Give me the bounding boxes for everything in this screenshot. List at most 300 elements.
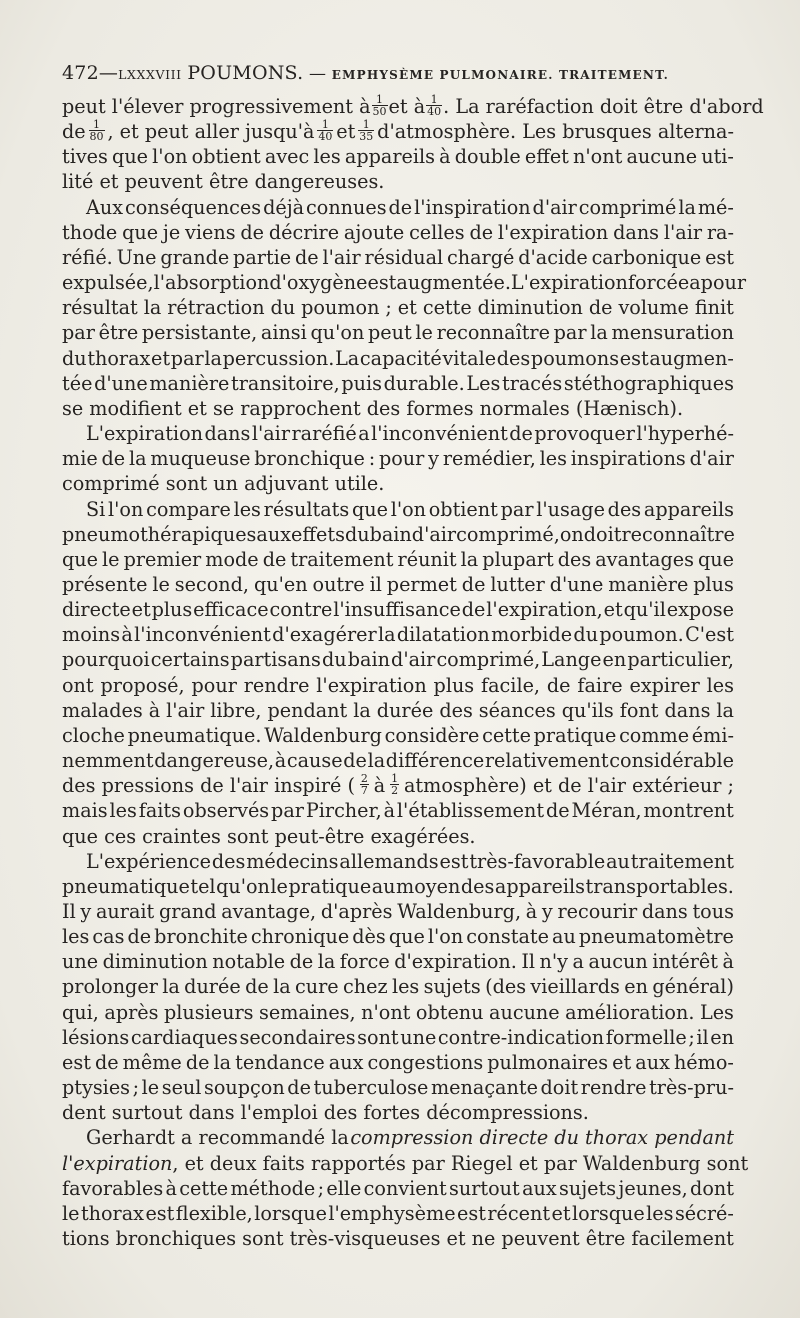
word: moins	[62, 623, 121, 647]
word: secondaires	[239, 1025, 356, 1049]
word: du	[270, 296, 296, 320]
word: à	[274, 749, 287, 773]
word: bain	[369, 522, 412, 546]
chapter-number: LXXXVIII	[118, 67, 182, 82]
word: la	[590, 321, 608, 345]
text-line: se modifient et se rapprochent des formes normales (Hænisch).	[62, 396, 684, 420]
word: tous	[692, 900, 734, 923]
word: puis	[341, 371, 382, 395]
word: et	[446, 1227, 466, 1251]
word: de	[94, 1050, 119, 1074]
word: une	[400, 1025, 437, 1049]
word: les	[313, 145, 341, 169]
word: pour	[378, 447, 425, 471]
word: de	[245, 975, 269, 999]
word: celles	[409, 220, 465, 244]
word: lutter	[490, 572, 545, 596]
word: émi-	[691, 723, 734, 747]
word: aux	[522, 1176, 557, 1200]
word: provoquer	[534, 422, 635, 446]
word: aux	[328, 1050, 364, 1074]
word: lorsque	[254, 1201, 327, 1225]
word: notable	[212, 950, 286, 974]
italic-phrase: l'expiration	[62, 1151, 173, 1175]
text-line	[62, 1201, 734, 1226]
word: pratique	[533, 723, 617, 747]
word: flexible,	[175, 1201, 253, 1225]
word: expose	[666, 598, 734, 622]
word: d'une	[94, 371, 148, 395]
word: dont	[690, 1176, 734, 1200]
word: pour	[191, 673, 237, 697]
page-number: 472—	[62, 62, 119, 84]
word: ne	[471, 1227, 496, 1251]
word: tives	[62, 145, 108, 169]
word: est	[457, 1201, 486, 1225]
word: surtout	[449, 1176, 520, 1200]
text-line	[62, 421, 734, 446]
word: facilement	[631, 1227, 734, 1251]
word: la	[213, 1050, 232, 1074]
word: le	[141, 1076, 160, 1100]
text-segment: atmosphère) et de l'air extérieur ;	[403, 774, 734, 798]
word: de	[185, 1050, 210, 1074]
word: Les	[466, 371, 501, 395]
word: après	[104, 1000, 159, 1024]
word: d'expiration.	[394, 950, 517, 974]
word: la	[367, 749, 386, 773]
word: manière	[149, 371, 230, 395]
word: cure	[295, 975, 339, 999]
word: poumons	[530, 346, 620, 370]
text-line	[62, 119, 734, 144]
word: qu'il	[623, 598, 666, 622]
word: d'air	[532, 195, 577, 219]
word: transitoire,	[231, 371, 340, 395]
word: pneumothérapiques	[62, 522, 257, 546]
word: permet	[386, 572, 457, 596]
text-line	[62, 446, 734, 471]
word: l'air	[166, 698, 205, 722]
text-line	[62, 572, 734, 597]
word: poumon.	[599, 623, 684, 647]
word: morbide	[491, 623, 573, 647]
word: d'acide	[518, 245, 588, 269]
header-dash: —	[308, 64, 327, 84]
word: des	[557, 547, 592, 571]
word: congestions	[367, 1050, 484, 1074]
word: Pircher,	[305, 799, 382, 823]
word: proposé,	[100, 673, 185, 697]
word: je	[162, 220, 181, 244]
word: aux	[635, 1050, 670, 1074]
word: que	[122, 220, 159, 244]
word: poumon	[301, 296, 380, 320]
word: décrire	[268, 220, 340, 244]
word: ;	[385, 296, 392, 320]
word: à	[121, 623, 133, 647]
text-line	[62, 924, 734, 949]
word: expirer	[629, 673, 700, 697]
word: aux	[256, 522, 292, 546]
word: Waldenburg,	[397, 900, 522, 923]
word: l'inspiration	[414, 195, 531, 219]
word: de	[101, 447, 126, 471]
word: aucune	[626, 145, 698, 169]
word: l'inconvénient	[371, 422, 508, 446]
word: aucun	[588, 950, 648, 974]
word: est	[145, 1201, 175, 1225]
text-line	[62, 698, 734, 723]
word: et	[603, 598, 623, 622]
word: l'air	[663, 220, 703, 244]
text-line	[62, 798, 734, 823]
word: capacité	[359, 346, 442, 370]
word: compare	[146, 497, 231, 521]
word: la	[204, 346, 222, 370]
word: avec	[264, 145, 310, 169]
fraction: $\frac{1}{2}$	[391, 772, 399, 798]
word: de	[294, 245, 319, 269]
word: L'expiration	[86, 422, 203, 446]
text-line	[62, 1125, 734, 1150]
word: considérable	[609, 749, 734, 773]
word: mais	[62, 799, 108, 823]
word: être	[98, 321, 139, 345]
word: uti-	[701, 145, 734, 169]
word: considère	[384, 723, 480, 747]
word: de	[588, 296, 613, 320]
text-line	[62, 144, 734, 169]
word: font	[619, 698, 659, 722]
word: qui,	[62, 1000, 99, 1024]
word: d'air	[411, 522, 457, 546]
word: n'y	[539, 950, 569, 974]
word: Il	[521, 950, 536, 974]
word: a	[689, 271, 701, 295]
word: par	[553, 321, 587, 345]
word: cette	[422, 296, 472, 320]
word: rétraction	[167, 296, 265, 320]
word: obtient	[191, 145, 261, 169]
word: percussion.	[222, 346, 335, 370]
text-line	[62, 597, 734, 622]
word: lorsque	[572, 1201, 645, 1225]
word: durée	[376, 698, 434, 722]
word: bronchite	[154, 925, 248, 949]
word: nemment	[62, 749, 154, 773]
text-line	[62, 974, 734, 999]
text-line	[62, 1151, 749, 1176]
word: amélioration.	[565, 1000, 695, 1024]
word: augmentée.	[396, 271, 511, 295]
word: malades	[62, 698, 143, 722]
word: appareils	[643, 497, 734, 521]
word: l'expiration	[316, 673, 427, 697]
text-line	[62, 270, 747, 295]
word: ;	[688, 1025, 695, 1049]
word: rendre	[580, 1076, 647, 1100]
word: résultat	[62, 296, 138, 320]
word: conséquences	[124, 195, 262, 219]
word: et	[551, 1201, 571, 1225]
word: au	[552, 925, 576, 949]
text-line	[62, 1226, 734, 1251]
word: Méran,	[571, 799, 642, 823]
fraction: $\frac{1}{35}$	[359, 118, 374, 144]
word: sont	[242, 1227, 284, 1251]
text-segment: , et deux faits rapportés par Riegel et par Waldenburg sont	[172, 1151, 749, 1175]
text-line	[62, 547, 734, 572]
word: Si	[86, 497, 106, 521]
word: muqueuse	[150, 447, 251, 471]
word: directe	[62, 598, 131, 622]
word: ajoute	[343, 220, 405, 244]
word: cardiaques	[130, 1025, 238, 1049]
text-segment: , et peut aller jusqu'à	[107, 120, 315, 144]
word: mensuration	[611, 321, 734, 345]
word: peuvent	[501, 1227, 580, 1251]
word: cause	[286, 749, 343, 773]
text-line	[62, 647, 734, 672]
word: elle	[326, 1176, 362, 1200]
word: différence	[385, 749, 485, 773]
word: au	[606, 849, 630, 873]
word: dès	[352, 925, 386, 949]
word: ptysies	[62, 1076, 131, 1100]
word: rendre	[243, 673, 310, 697]
word: être	[585, 1227, 626, 1251]
word: la	[273, 975, 291, 999]
word: méthode	[230, 1176, 316, 1200]
word: contre-indication	[437, 1025, 605, 1049]
word: forcée	[627, 271, 690, 295]
word: résidual	[364, 245, 444, 269]
word: seul	[161, 1076, 202, 1100]
word: faire	[577, 673, 623, 697]
word: augmen-	[649, 346, 734, 370]
word: dans	[613, 220, 660, 244]
word: grand	[158, 900, 217, 923]
text-line	[62, 748, 734, 773]
text-line: comprimé sont un adjuvant utile.	[62, 472, 385, 496]
word: cette	[482, 723, 531, 747]
word: de	[262, 547, 287, 571]
word: l'absorption	[153, 271, 270, 295]
word: et	[612, 1050, 632, 1074]
word: la	[143, 296, 162, 320]
text-segment: des pressions de l'air inspiré (	[62, 774, 355, 798]
word: de	[545, 799, 570, 823]
word: pour	[700, 271, 747, 295]
text-line	[62, 346, 734, 371]
word: Aux	[86, 195, 124, 219]
word: sujets	[423, 975, 481, 999]
word: plus	[433, 673, 475, 697]
word: plusieurs	[164, 1000, 254, 1024]
header-subtitle: EMPHYSÈME PULMONAIRE. TRAITEMENT.	[331, 68, 670, 82]
text-line	[62, 1050, 734, 1075]
word: cas	[92, 925, 125, 949]
word: des	[439, 698, 473, 722]
word: viens	[185, 220, 236, 244]
word: du	[62, 346, 87, 370]
word: de	[461, 598, 486, 622]
word: de	[461, 572, 486, 596]
word: premier	[123, 547, 202, 571]
word: au	[371, 874, 396, 898]
word: résultats	[263, 497, 350, 521]
word: des	[607, 497, 642, 521]
word: par	[170, 346, 204, 370]
word: observés	[182, 799, 270, 823]
word: partie	[233, 245, 292, 269]
word: le	[152, 572, 170, 596]
word: et	[131, 598, 151, 622]
text-line	[62, 949, 734, 974]
word: très-pru-	[649, 1076, 734, 1100]
word: contre	[269, 598, 333, 622]
word: particulier,	[627, 648, 734, 672]
word: comprimé,	[436, 648, 541, 672]
word: d'exagérer	[272, 623, 377, 647]
word: par	[500, 497, 534, 521]
word: d'une	[549, 572, 604, 596]
word: qu'on	[216, 874, 270, 898]
word: l'air	[251, 422, 290, 446]
word: que	[62, 547, 98, 571]
word: bronchique	[254, 447, 365, 471]
text-line: lité et peuvent être dangereuses.	[62, 170, 385, 194]
word: d'oxygène	[269, 271, 368, 295]
word: à	[383, 799, 396, 823]
word: tuberculose	[313, 1076, 429, 1100]
word: l'on	[108, 497, 144, 521]
word: est	[705, 245, 734, 269]
word: le	[102, 547, 120, 571]
word: ;	[317, 1176, 325, 1200]
text-line: que ces craintes sont peut-être exagérées.	[62, 824, 476, 848]
word: de	[509, 422, 533, 446]
word: plus	[693, 572, 734, 596]
word: soupçon	[204, 1076, 285, 1100]
word: cloche	[62, 723, 125, 747]
word: y	[428, 447, 439, 471]
word: ra-	[706, 220, 734, 244]
word: l'expiration	[497, 220, 609, 244]
word: la	[162, 975, 180, 999]
word: vieillards	[530, 975, 620, 999]
word: les	[233, 497, 261, 521]
word: comme	[619, 723, 690, 747]
word: a	[358, 422, 370, 446]
word: même	[122, 1050, 182, 1074]
word: de	[240, 220, 265, 244]
word: très-visqueuses	[289, 1227, 441, 1251]
word: efficace	[193, 598, 269, 622]
word: n'ont	[573, 145, 623, 169]
word: convient	[363, 1176, 447, 1200]
word: et	[151, 346, 171, 370]
word: de	[546, 673, 571, 697]
word: que	[112, 145, 149, 169]
word: moyen	[396, 874, 461, 898]
text-line	[62, 245, 734, 270]
word: d'air	[689, 447, 734, 471]
word: pneumatique.	[127, 723, 262, 747]
word: hémo-	[673, 1050, 734, 1074]
word: Une	[116, 245, 157, 269]
word: relativement	[484, 749, 609, 773]
text-line	[62, 1075, 734, 1100]
word: du	[321, 648, 347, 672]
word: facile,	[481, 673, 541, 697]
text-line	[62, 622, 734, 647]
header-title: POUMONS.	[187, 62, 304, 84]
word: que	[697, 547, 734, 571]
word: l'usage	[536, 497, 605, 521]
word: qu'ils	[561, 698, 614, 722]
word: volume	[618, 296, 689, 320]
word: l'air	[322, 245, 361, 269]
word: réfié.	[62, 245, 113, 269]
fraction: $\frac{1}{40}$	[318, 118, 333, 144]
word: mé-	[697, 195, 734, 219]
word: durable.	[383, 371, 465, 395]
word: cette	[179, 1176, 229, 1200]
word: l'établissement	[396, 799, 545, 823]
word: du	[344, 522, 370, 546]
word: menaçante	[430, 1076, 538, 1100]
word: sécré-	[674, 1201, 734, 1225]
word: très-favorable	[469, 849, 606, 873]
word: La	[335, 346, 360, 370]
word: raréfié	[291, 422, 357, 446]
word: allemands	[339, 849, 439, 873]
word: (des	[485, 975, 527, 999]
word: présente	[62, 572, 148, 596]
word: est	[619, 346, 649, 370]
word: intérêt	[652, 950, 718, 974]
text-line	[62, 899, 734, 924]
word: formelle	[605, 1025, 687, 1049]
word: a	[572, 950, 584, 974]
word: à	[722, 950, 734, 974]
text-line	[62, 93, 764, 119]
word: expulsée,	[62, 271, 154, 295]
word: thode	[62, 220, 118, 244]
word: plus	[151, 598, 193, 622]
word: d'après	[320, 900, 393, 923]
word: pratique	[288, 874, 372, 898]
word: les	[109, 799, 137, 823]
word: jeunes,	[618, 1176, 688, 1200]
word: médecins	[246, 849, 339, 873]
word: bronchiques	[115, 1227, 237, 1251]
word: le	[62, 1201, 80, 1225]
word: l'emphysème	[328, 1201, 456, 1225]
text-line	[62, 220, 734, 245]
word: prolonger	[62, 975, 158, 999]
word: diminution	[477, 296, 583, 320]
word: recourir	[557, 900, 638, 923]
word: l'on	[427, 925, 464, 949]
word: Les	[699, 1000, 734, 1024]
word: déjà	[263, 195, 305, 219]
word: l'hyperhé-	[636, 422, 734, 446]
word: en	[710, 1025, 734, 1049]
word: la	[317, 950, 336, 974]
